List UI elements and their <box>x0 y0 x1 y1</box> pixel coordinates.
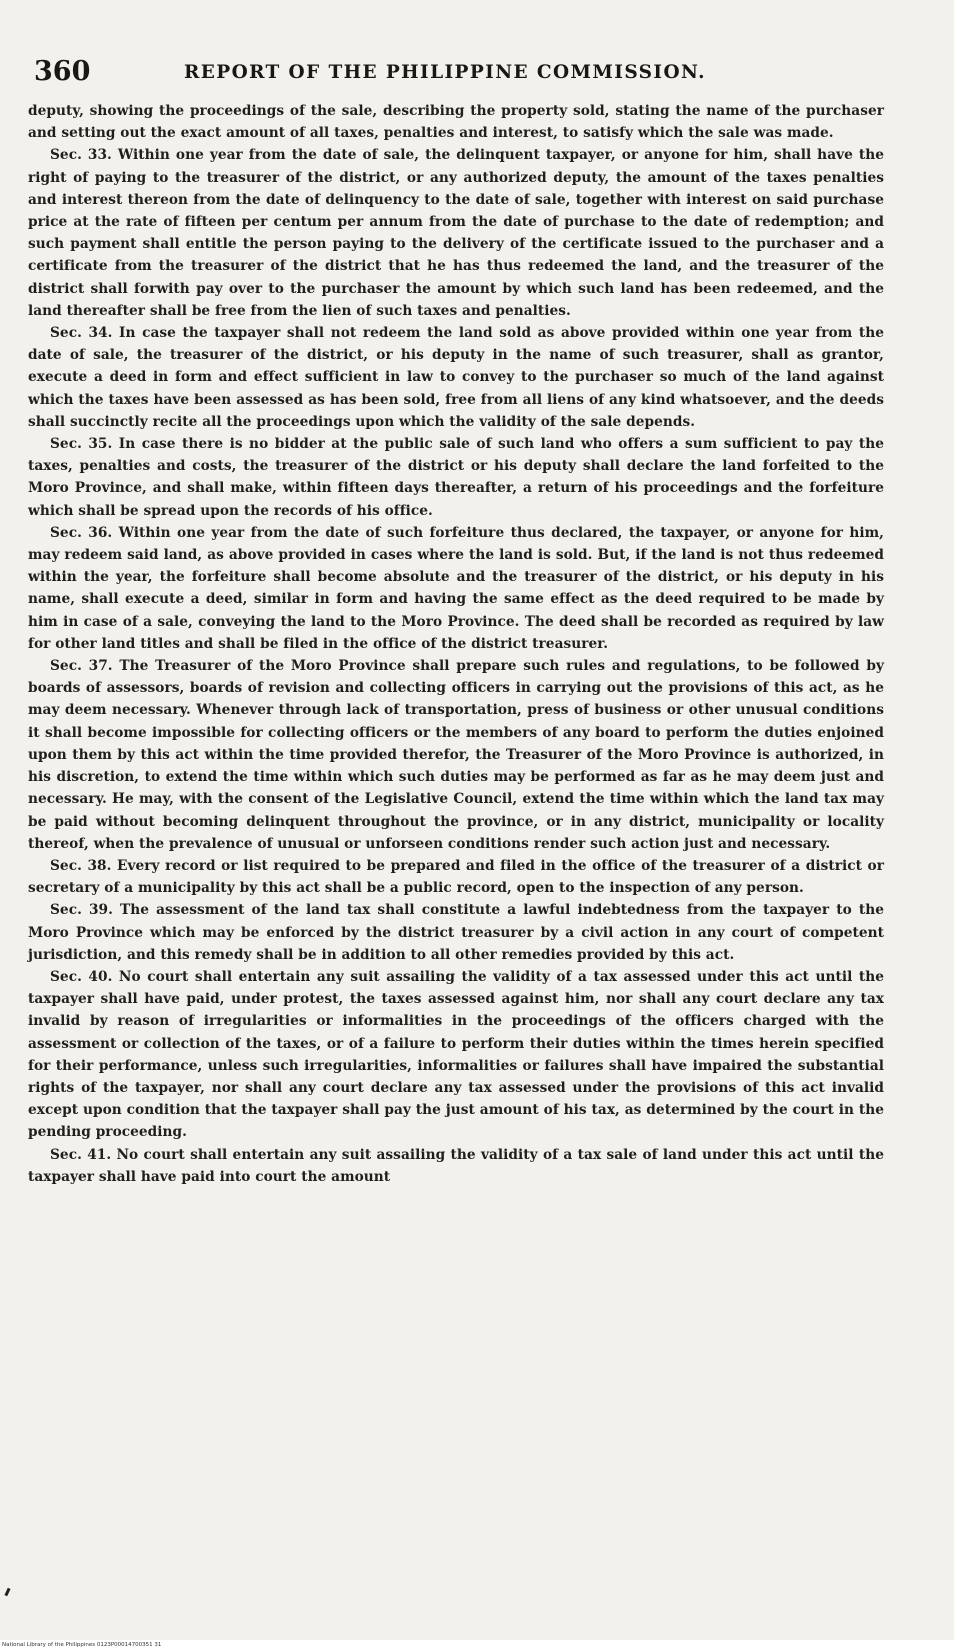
paragraph-sec-35: Sec. 35. In case there is no bidder at the public sale of such land who offers a sum sufficient to pay the taxes, penalties and costs, the treasurer of the district or his deputy shall declare the land forfeited to the Moro Province, and shall make, within fifteen days thereafter, a return of his proceedings and the forfeiture which shall be spread upon the records of his office. <box>28 436 884 519</box>
page-number: 360 <box>34 56 91 87</box>
paragraph-sec-36: Sec. 36. Within one year from the date of such forfeiture thus declared, the taxpayer, or anyone for him, may redeem said land, as above provided in cases where the land is sold. But, if the land is not thus redeemed within the year, the forfeiture shall become absolute and the treasurer of the district, or his deputy in his name, shall execute a deed, similar in form and having the same effect as the deed required to be made by him in case of a sale, conveying the land to the Moro Province. The deed shall be recorded as required by law for other land titles and shall be filed in the office of the district treasurer. <box>28 524 884 652</box>
paragraph-sec-40: Sec. 40. No court shall entertain any suit assailing the validity of a tax assessed under this act until the taxpayer shall have paid, under protest, the taxes assessed against him, nor shall any court declare any tax invalid by reason of irregularities or informalities in the proceedings of the officers charged with the assessment or collection of the taxes, or of a failure to perform their duties within the times herein specified for their performance, unless such irregularities, informalities or failures shall have impaired the substantial rights of the taxpayer, nor shall any court declare any tax assessed under the provisions of this act invalid except upon condition that the taxpayer shall pay the just amount of his tax, as determined by the court in the pending proceeding. <box>28 968 884 1141</box>
running-title: REPORT OF THE PHILIPPINE COMMISSION. <box>184 62 706 83</box>
paragraph-sec-38: Sec. 38. Every record or list required to be prepared and filed in the office of the treasurer of a district or secretary of a municipality by this act shall be a public record, open to the inspection of any person. <box>28 857 884 897</box>
paragraph-sec-41: Sec. 41. No court shall entertain any suit assailing the validity of a tax sale of land under this act until the taxpayer shall have paid into court the amount <box>28 1146 884 1185</box>
paragraph-sec-34: Sec. 34. In case the taxpayer shall not redeem the land sold as above provided within one year from the date of sale, the treasurer of the district, or his deputy in the name of such treasurer, shall as grantor, execute a deed in form and effect sufficient in law to convey to the purchaser so much of the land against which the taxes have been assessed as has been sold, free from all liens of any kind whatsoever, and the deeds shall succinctly recite all the proceedings upon which the validity of the sale depends. <box>28 325 884 430</box>
page-header <box>34 56 914 90</box>
paragraph-sec-37: Sec. 37. The Treasurer of the Moro Province shall prepare such rules and regulations, to be followed by boards of assessors, boards of revision and collecting officers in carrying out the provisions of this act, as he may deem necessary. Whenever through lack of transportation, press of business or other unusual conditions it shall become impossible for collecting officers or the members of any board to perform the duties enjoined upon them by this act within the time provided therefor, the Treasurer of the Moro Province is authorized, in his discretion, to extend the time within which such duties may be performed as far as he may deem just and necessary. He may, with the consent of the Legislative Council, extend the time within which the land tax may be paid without becoming delinquent throughout the province, or in any district, municipality or locality thereof, when the prevalence of unusual or unforseen conditions render such action just and necessary. <box>28 658 884 852</box>
paragraph-sec-39: Sec. 39. The assessment of the land tax shall constitute a lawful indebtedness from the taxpayer to the Moro Province which may be enforced by the district treasurer by a civil action in any court of competent jurisdiction, and this remedy shall be in addition to all other remedies provided by this act. <box>28 902 884 963</box>
body-text <box>28 100 884 1188</box>
paragraph-sec-33: Sec. 33. Within one year from the date of sale, the delinquent taxpayer, or anyone for him, shall have the right of paying to the treasurer of the district, or any authorized deputy, the amount of the taxes penalties and interest thereon from the date of delinquency to the date of sale, together with interest on said purchase price at the rate of fifteen per centum per annum from the date of purchase to the date of redemption; and such payment shall entitle the person paying to the delivery of the certificate issued to the purchaser and a certificate from the treasurer of the district that he has thus redeemed the land, and the treasurer of the district shall forwith pay over to the purchaser the amount by which such land has been redeemed, and the land thereafter shall be free from the lien of such taxes and penalties. <box>28 147 884 319</box>
stray-ink-mark <box>4 1588 10 1597</box>
scan-credit: National Library of the Philippines 0123P00014700351 31 <box>2 1642 162 1648</box>
paragraph-continuation: deputy, showing the proceedings of the sale, describing the property sold, stating the name of the purchaser and setting out the exact amount of all taxes, penalties and interest, to satisfy which the sale was made. <box>28 103 884 142</box>
